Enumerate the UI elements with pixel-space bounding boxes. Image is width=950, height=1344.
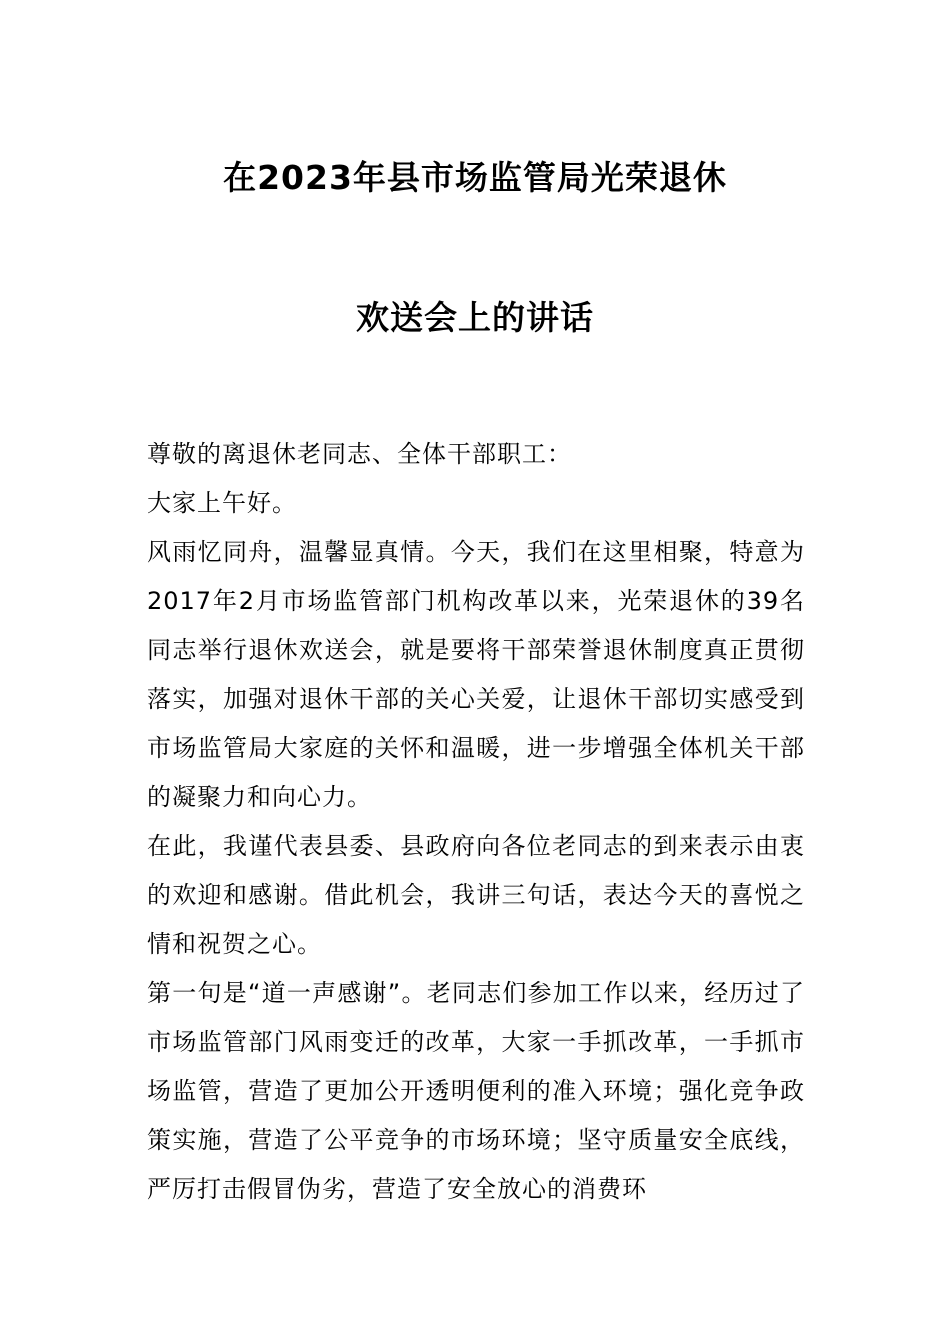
document-body: [147, 430, 805, 1214]
body-paragraph: 第一句是“道一声感谢”。老同志们参加工作以来，经历过了市场监管部门风雨变迁的改革，大家一手抓改革，一手抓市场监管，营造了更加公开透明便利的准入环境；强化竞争政策实施，营造了公平竞争的市场环境；坚守质量安全底线，严厉打击假冒伪劣，营造了安全放心的消费环: [147, 979, 805, 1203]
document-title-line-1: 在2023年县市场监管局光荣退休: [223, 158, 727, 197]
body-paragraph: 风雨忆同舟，温馨显真情。今天，我们在这里相聚，特意为2017年2月市场监管部门机构改革以来，光荣退休的39名同志举行退休欢送会，就是要将干部荣誉退休制度真正贯彻落实，加强对退休干部的关心关爱，让退休干部切实感受到市场监管局大家庭的关怀和温暖，进一步增强全体机关干部的凝聚力和向心力。: [147, 538, 805, 811]
greeting-paragraph: 大家上午好。: [147, 489, 297, 517]
body-paragraph: 在此，我谨代表县委、县政府向各位老同志的到来表示由衷的欢迎和感谢。借此机会，我讲三句话，表达今天的喜悦之情和祝贺之心。: [147, 832, 805, 958]
document-title-line-2: 欢送会上的讲话: [356, 298, 594, 337]
salutation-paragraph: 尊敬的离退休老同志、全体干部职工：: [147, 440, 572, 468]
